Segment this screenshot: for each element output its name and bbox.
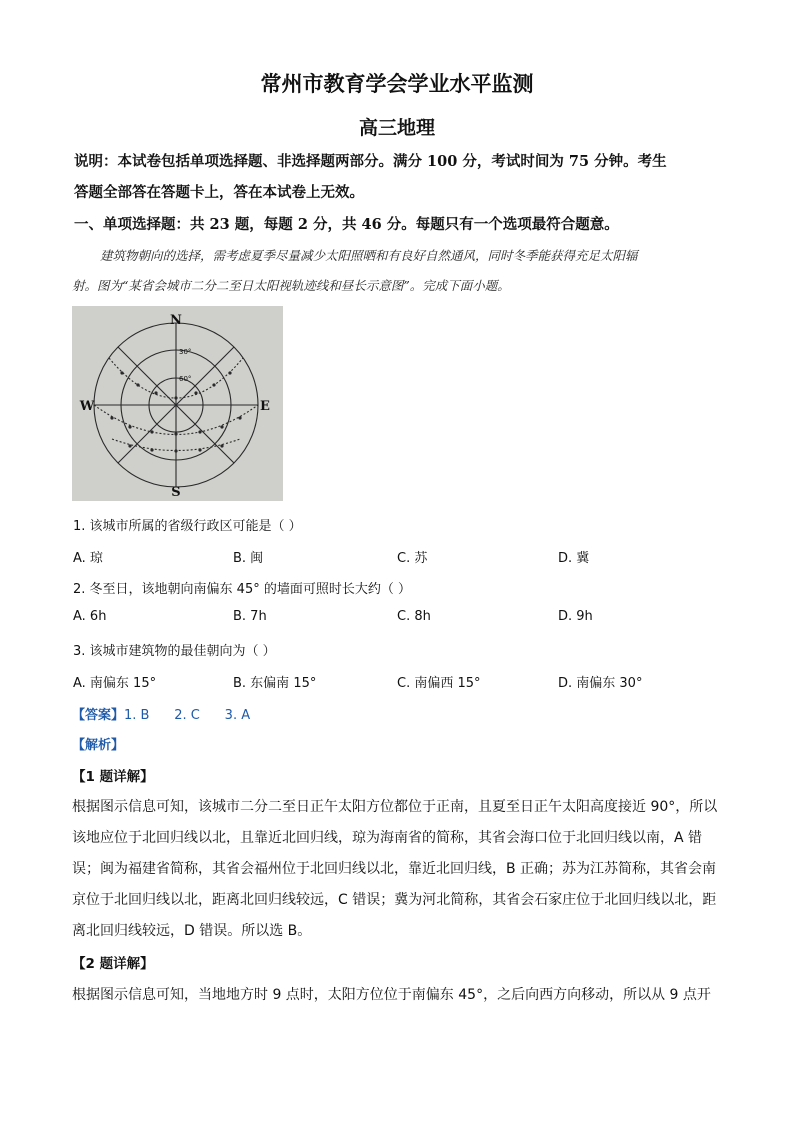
altitude-60-label: 60° — [179, 375, 192, 383]
question-3-option-c: C. 南偏西 15° — [397, 676, 481, 691]
question-3-option-b: B. 东偏南 15° — [233, 676, 317, 691]
question-3-stem: 3. 该城市建筑物的最佳朝向为（ ） — [73, 644, 276, 659]
instructions-line-1: 说明：本试卷包括单项选择题、非选择题两部分。满分 100 分，考试时间为 75 分钟。考生 — [74, 153, 667, 170]
document-subtitle: 高三地理 — [358, 117, 435, 139]
question-2-option-d: D. 9h — [558, 609, 593, 624]
question-2-option-a: A. 6h — [73, 609, 107, 624]
south-label: S — [171, 485, 181, 500]
detail-1-line-3: 误；闽为福建省简称，其省会福州位于北回归线以北，靠近北回归线，B 正确；苏为江苏简称，其省会南 — [72, 861, 717, 877]
west-label: W — [79, 399, 95, 414]
detail-1-line-2: 该地应位于北回归线以北，且靠近北回归线，琼为海南省的简称，其省会海口位于北回归线以南，A 错 — [72, 830, 703, 846]
detail-1-line-1: 根据图示信息可知，该城市二分二至日正午太阳方位都位于正南，且夏至日正午太阳高度接近 90°，所以 — [72, 799, 718, 815]
sun-path-figure — [72, 306, 283, 501]
document-title: 常州市教育学会学业水平监测 — [260, 71, 534, 96]
detail-2-line-1: 根据图示信息可知，当地地方时 9 点时，太阳方位位于南偏东 45°，之后向西方向移动，所以从 9 点开 — [72, 987, 711, 1003]
east-label: E — [260, 399, 270, 414]
question-3-option-d: D. 南偏东 30° — [558, 676, 643, 691]
question-2-stem: 2. 冬至日，该地朝向南偏东 45° 的墙面可照时长大约（ ） — [73, 582, 411, 597]
question-2-option-c: C. 8h — [397, 609, 431, 624]
answer-line — [72, 704, 250, 723]
analysis-label: 【解析】 — [72, 738, 125, 753]
section-heading: 一、单项选择题：共 23 题，每题 2 分，共 46 分。每题只有一个选项最符合题意。 — [74, 216, 619, 233]
answer-values: 1. B 2. C 3. A — [124, 708, 251, 723]
passage-line-2: 射。图为“某省会城市二分二至日太阳视轨迹线和昼长示意图”。完成下面小题。 — [72, 278, 510, 293]
sun-path-diagram — [72, 306, 283, 501]
north-label: N — [170, 313, 182, 328]
passage-line-1: 建筑物朝向的选择，需考虑夏季尽量减少太阳照晒和有良好自然通风，同时冬季能获得充足太阳辐 — [100, 248, 638, 263]
detail-1-line-4: 京位于北回归线以北，距离北回归线较远，C 错误；冀为河北简称，其省会石家庄位于北回归线以北，距 — [72, 892, 717, 908]
answer-label: 【答案】 — [72, 708, 125, 723]
detail-2-label: 【2 题详解】 — [72, 956, 154, 972]
question-3-option-a: A. 南偏东 15° — [73, 676, 157, 691]
detail-1-label: 【1 题详解】 — [72, 769, 154, 785]
question-2-option-b: B. 7h — [233, 609, 267, 624]
question-1-stem: 1. 该城市所属的省级行政区可能是（ ） — [73, 519, 302, 534]
question-1-option-a: A. 琼 — [73, 551, 103, 566]
question-1-option-b: B. 闽 — [233, 551, 264, 566]
instructions-line-2: 答题全部答在答题卡上，答在本试卷上无效。 — [74, 184, 364, 201]
question-1-option-d: D. 冀 — [558, 551, 590, 566]
question-1-option-c: C. 苏 — [397, 551, 428, 566]
detail-1-line-5: 离北回归线较远，D 错误。所以选 B。 — [72, 923, 312, 939]
altitude-30-label: 30° — [179, 348, 192, 356]
